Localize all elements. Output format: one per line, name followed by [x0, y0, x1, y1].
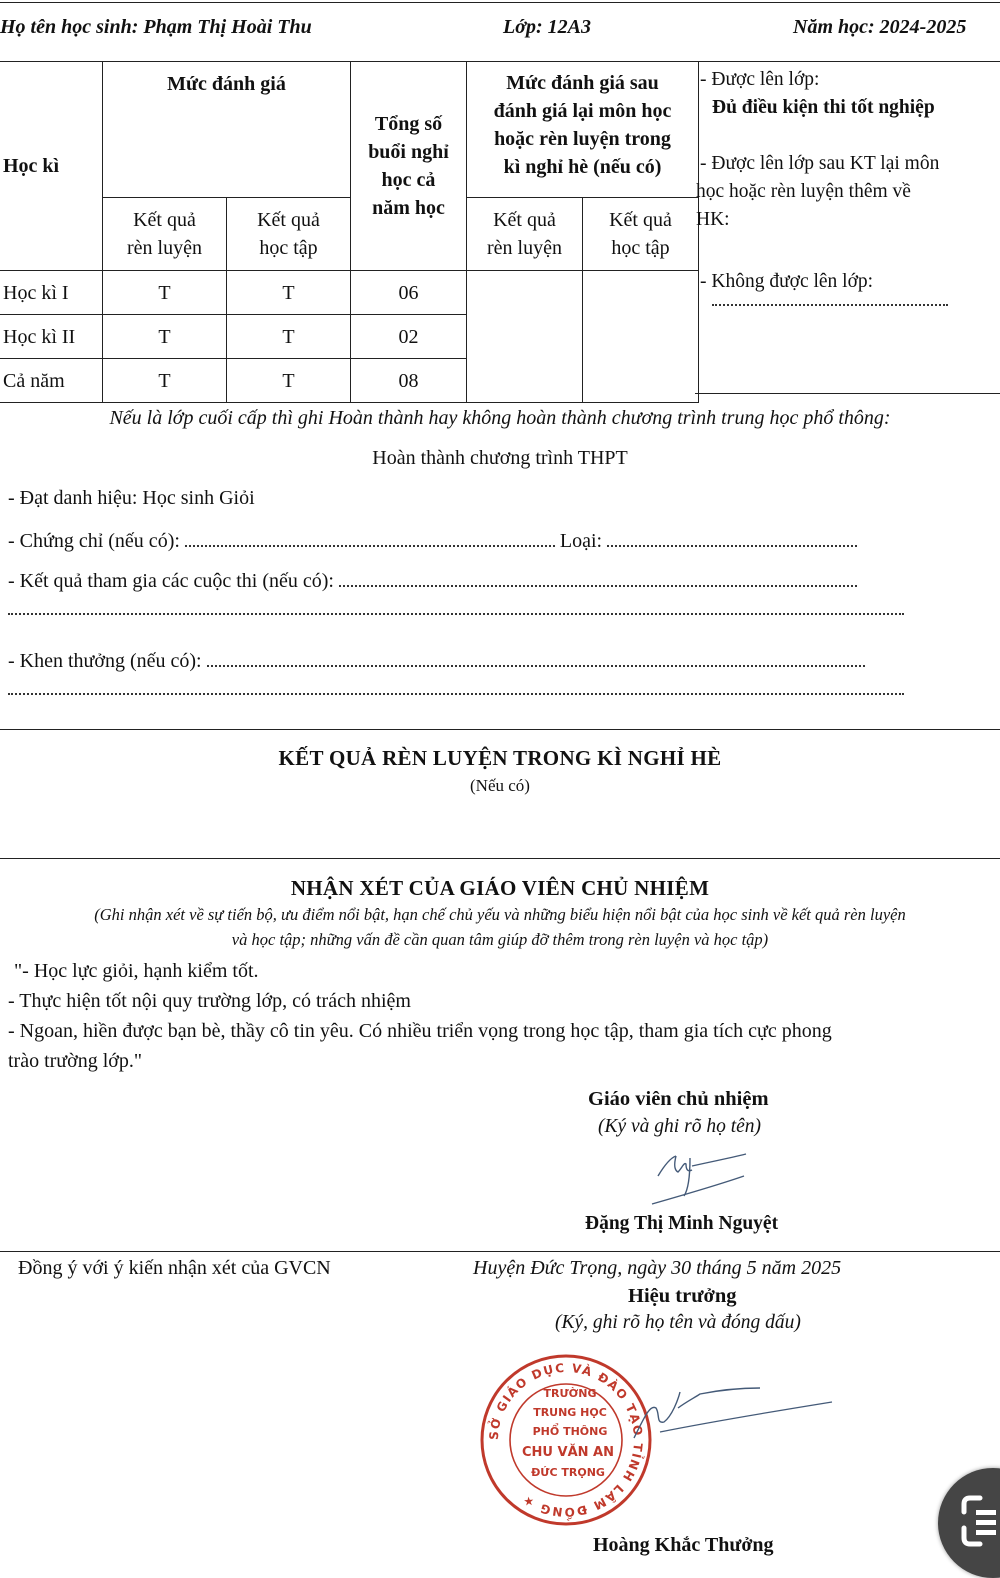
promotion-line: HK: — [696, 209, 730, 230]
header-muc-danh-gia-sau: Mức đánh giá sau đánh giá lại môn học hoặc rèn luyện trong kì nghỉ hè (nếu có) — [467, 62, 699, 198]
svg-text:TRUNG HỌC: TRUNG HỌC — [533, 1406, 607, 1419]
teacher-sign-title: Giáo viên chủ nhiệm — [588, 1088, 769, 1110]
teacher-name: Đặng Thị Minh Nguyệt — [585, 1213, 779, 1234]
sub-sau-hoc-tap: Kết quả học tập — [583, 198, 699, 271]
comment-line: - Thực hiện tốt nội quy trường lớp, có trách nhiệm — [8, 990, 411, 1012]
class-label: Lớp: 12A3 — [503, 16, 591, 38]
floating-menu-button[interactable] — [938, 1468, 1000, 1578]
danh-hieu: - Đạt danh hiệu: Học sinh Giỏi — [8, 487, 255, 509]
sub-sau-ren-luyen: Kết quả rèn luyện — [467, 198, 583, 271]
dotted-line — [8, 693, 904, 695]
dotted-line — [207, 647, 865, 667]
comment-line: - Ngoan, hiền được bạn bè, thầy cô tin yêu. Có nhiều triển vọng trong học tập, tham gia tích cực phong — [8, 1020, 832, 1042]
comment-line: "- Học lực giỏi, hạnh kiểm tốt. — [14, 960, 259, 982]
header-tong-so: Tổng số buổi nghỉ học cả năm học — [351, 62, 467, 271]
completion-answer: Hoàn thành chương trình THPT — [372, 447, 628, 469]
ren-luyen-cell: T — [103, 359, 227, 403]
promotion-line: - Không được lên lớp: — [700, 271, 874, 292]
completion-question: Nếu là lớp cuối cấp thì ghi Hoàn thành hay không hoàn thành chương trình trung học phổ thông: — [109, 407, 891, 429]
loai-label: Loại: — [559, 530, 603, 552]
comment-body — [8, 956, 989, 1076]
svg-text:PHỔ THÔNG: PHỔ THÔNG — [532, 1425, 608, 1438]
chung-chi-row — [8, 527, 857, 553]
school-year: Năm học: 2024-2025 — [793, 16, 967, 38]
chung-chi-label: - Chứng chỉ (nếu có): — [8, 530, 180, 552]
nghi-cell: 02 — [351, 315, 467, 359]
sau-hoc-tap-cell — [583, 271, 699, 403]
hoc-tap-cell: T — [227, 271, 351, 315]
principal-name: Hoàng Khắc Thưởng — [593, 1534, 774, 1556]
summer-title: KẾT QUẢ RÈN LUYỆN TRONG KÌ NGHỈ HÈ — [278, 746, 722, 770]
teacher-signature — [640, 1148, 755, 1210]
place-date: Huyện Đức Trọng, ngày 30 tháng 5 năm 2025 — [473, 1257, 842, 1279]
hoc-tap-cell: T — [227, 359, 351, 403]
term-cell: Cả năm — [0, 359, 103, 403]
nghi-cell: 06 — [351, 271, 467, 315]
sub-ket-qua-hoc-tap: Kết quả học tập — [227, 198, 351, 271]
term-cell: Học kì II — [0, 315, 103, 359]
menu-icon — [956, 1492, 996, 1552]
dotted-line — [339, 567, 857, 587]
khen-thuong-row — [8, 647, 865, 673]
promotion-line: học hoặc rèn luyện thêm về — [696, 181, 911, 202]
student-name: Họ tên học sinh: Phạm Thị Hoài Thu — [0, 16, 312, 38]
term-cell: Học kì I — [0, 271, 103, 315]
principal-note: (Ký, ghi rõ họ tên và đóng dấu) — [555, 1312, 801, 1333]
promotion-status: Đủ điều kiện thi tốt nghiệp — [712, 97, 935, 118]
ren-luyen-cell: T — [103, 271, 227, 315]
nghi-cell: 08 — [351, 359, 467, 403]
svg-text:ĐỨC TRỌNG: ĐỨC TRỌNG — [531, 1466, 605, 1479]
ren-luyen-cell: T — [103, 315, 227, 359]
dotted-line — [8, 613, 904, 615]
khen-thuong-label: - Khen thưởng (nếu có): — [8, 650, 202, 672]
principal-signature — [620, 1378, 835, 1448]
table-row — [0, 271, 699, 315]
agree-text: Đồng ý với ý kiến nhận xét của GVCN — [18, 1257, 331, 1279]
principal-title: Hiệu trưởng — [628, 1285, 737, 1307]
comment-note-1: (Ghi nhận xét về sự tiến bộ, ưu điểm nổi bật, hạn chế chủ yếu và những biểu hiện nổi bật của học sinh về kết quả rèn luyện — [94, 905, 906, 924]
hoc-tap-cell: T — [227, 315, 351, 359]
cuoc-thi-label: - Kết quả tham gia các cuộc thi (nếu có): — [8, 570, 334, 592]
dotted-line — [185, 527, 555, 547]
header-muc-danh-gia: Mức đánh giá — [103, 62, 351, 198]
summer-note: (Nếu có) — [470, 776, 530, 795]
svg-text:SỞ GIÁO DỤC VÀ ĐÀO TẠO TỈNH LÂ: SỞ GIÁO DỤC VÀ ĐÀO TẠO TỈNH LÂM ĐỒNG ★ — [486, 1360, 646, 1520]
teacher-sign-note: (Ký và ghi rõ họ tên) — [598, 1116, 762, 1137]
comment-title: NHẬN XÉT CỦA GIÁO VIÊN CHỦ NHIỆM — [290, 876, 710, 900]
promotion-line: - Được lên lớp: — [700, 69, 820, 90]
cuoc-thi-row — [8, 567, 857, 593]
promotion-line: - Được lên lớp sau KT lại môn — [700, 153, 940, 174]
comment-line: trào trường lớp." — [8, 1050, 143, 1072]
svg-text:TRƯỜNG: TRƯỜNG — [543, 1387, 597, 1400]
comment-note-2: và học tập; những vấn đề cần quan tâm giúp đỡ thêm trong rèn luyện và học tập) — [231, 930, 769, 949]
sau-ren-luyen-cell — [467, 271, 583, 403]
grades-table — [0, 61, 699, 403]
dotted-line — [712, 296, 948, 306]
svg-text:CHU VĂN AN: CHU VĂN AN — [522, 1445, 614, 1460]
sub-ket-qua-ren-luyen: Kết quả rèn luyện — [103, 198, 227, 271]
promotion-box — [696, 66, 1000, 306]
header-hoc-ki: Học kì — [0, 62, 103, 271]
dotted-line — [607, 527, 857, 547]
